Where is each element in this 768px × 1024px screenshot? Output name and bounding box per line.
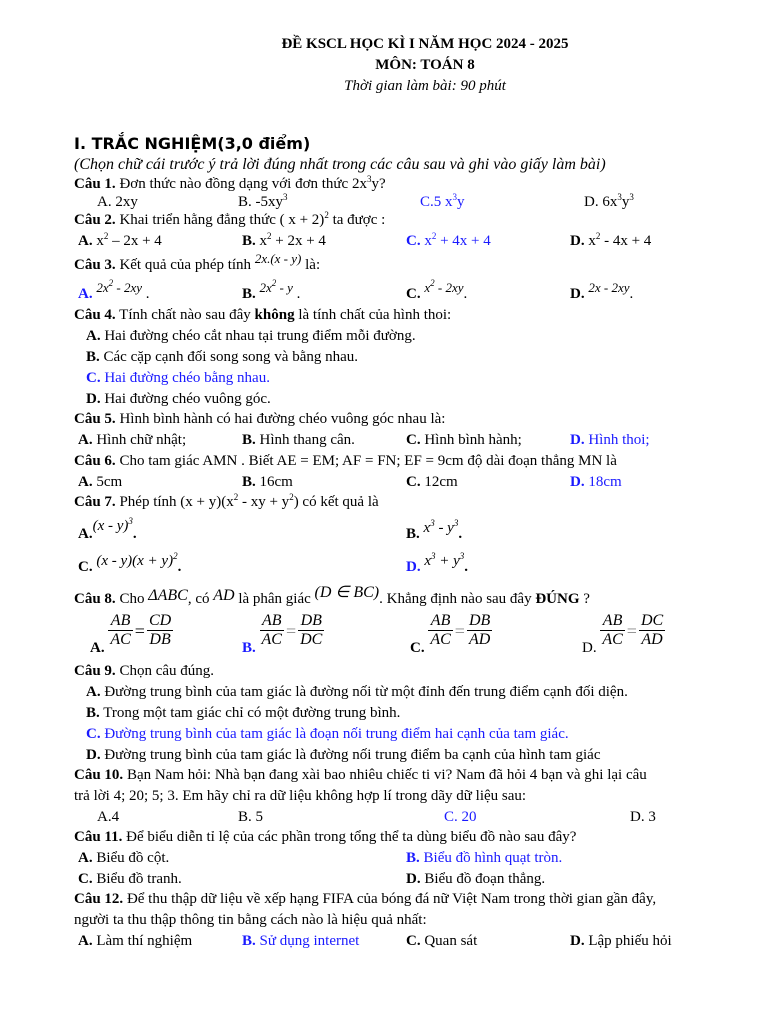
- question-label: Câu 1.: [74, 176, 116, 192]
- fraction: [639, 612, 665, 649]
- q9-option-d[interactable]: [86, 746, 601, 764]
- option-letter: A.: [78, 233, 93, 249]
- q11-option-b[interactable]: [406, 849, 562, 867]
- fraction: [147, 612, 173, 649]
- option-text: Hai đường chéo cắt nhau tại trung điểm mỗi đường.: [104, 328, 416, 344]
- question-9: [74, 662, 214, 680]
- option-letter: C.: [78, 871, 93, 887]
- option-letter: A.: [90, 639, 105, 656]
- segment-ad: AD: [213, 587, 235, 604]
- q6-option-d[interactable]: [570, 473, 622, 491]
- option-text: Biểu đồ đoạn thẳng.: [424, 871, 546, 887]
- q6-option-a[interactable]: [78, 473, 122, 491]
- option-text: Trong một tam giác chỉ có một đường trung bình.: [103, 705, 401, 721]
- question-text-3: là phân giác: [238, 591, 311, 607]
- question-text: Phép tính (x + y)(x: [119, 494, 234, 510]
- numerator: AB: [108, 612, 132, 631]
- q2-option-b[interactable]: B. $x^2 + 2x + 4$: [242, 231, 326, 249]
- question-11: [74, 828, 576, 846]
- question-emphasis: ĐÚNG: [535, 591, 580, 607]
- q3-option-d[interactable]: D. 2x - 2xy.: [570, 280, 634, 302]
- option-text: Hình thoi;: [588, 432, 650, 448]
- q3-option-c[interactable]: C. $x^2 - 2xy$.: [406, 278, 468, 302]
- q10-option-d[interactable]: D. 3: [630, 809, 656, 825]
- option-letter: A.: [78, 474, 93, 490]
- option-text: Quan sát: [424, 933, 478, 949]
- subject-title: MÔN: TOÁN 8: [375, 57, 475, 73]
- question-10-line2: trả lời 4; 20; 5; 3. Em hãy chỉ ra dữ liệu không hợp lí trong dãy dữ liệu sau:: [74, 788, 527, 804]
- q1-option-c[interactable]: C.5 $x^3y$: [420, 192, 465, 210]
- option-text: Đường trung bình của tam giác là đường nối trung điểm ba cạnh của hình tam giác: [104, 747, 601, 763]
- question-text-end: là:: [305, 257, 321, 273]
- option-text: Các cặp cạnh đối song song và bằng nhau.: [103, 349, 359, 365]
- option-letter: D.: [570, 432, 585, 448]
- q3-expression: 2x.(x - y): [254, 251, 302, 266]
- option-text: B. -5xy: [238, 194, 283, 210]
- option-letter: C.: [406, 933, 421, 949]
- q7-option-d[interactable]: D. $x^3 + y^3$.: [406, 551, 469, 575]
- option-letter: A.: [78, 933, 93, 949]
- q9-option-b[interactable]: [86, 704, 400, 722]
- question-6: [74, 452, 617, 470]
- option-text-end: + 2x + 4: [271, 233, 326, 249]
- q5-option-a[interactable]: [78, 431, 186, 449]
- question-2: Câu 2. Khai triển hằng đẳng thức ( x + 2)$^2$ ta được :: [74, 210, 386, 228]
- question-text: Để thu thập dữ liệu về xếp hạng FIFA của bóng đá nữ Việt Nam trong thời gian gần đây,: [126, 891, 657, 907]
- option-letter: D.: [570, 233, 585, 249]
- q6-option-b[interactable]: [242, 473, 293, 491]
- q7-option-a[interactable]: A.(x - y)$^3$.: [78, 516, 137, 542]
- denominator: DC: [300, 631, 323, 648]
- q7-option-c[interactable]: C. $(x - y)(x + y)^2$.: [78, 551, 182, 575]
- option-text: Hình bình hành;: [424, 432, 522, 448]
- option-text: C.5 x: [420, 194, 453, 210]
- option-letter: B.: [242, 432, 256, 448]
- option-text: Hai đường chéo bằng nhau.: [104, 370, 270, 386]
- option-letter: B.: [406, 850, 420, 866]
- fraction: [428, 612, 452, 649]
- question-text: Bạn Nam hỏi: Nhà bạn đang xài bao nhiêu chiếc ti vi? Nam đã hỏi 4 bạn và ghi lại câu: [126, 767, 647, 783]
- option-text: x: [588, 233, 596, 249]
- q3-option-b[interactable]: B. $2x^2$ - y .: [242, 278, 301, 302]
- option-letter: B.: [242, 474, 256, 490]
- denominator: AC: [110, 631, 131, 648]
- q8-option-d[interactable]: D. $\frac{AB}{AC}$ = $\frac{DC}{AD}$: [582, 612, 664, 656]
- option-letter: B.: [86, 705, 100, 721]
- denominator: AD: [468, 631, 491, 648]
- q8-option-a[interactable]: A. $\frac{AB}{AC}$ = $\frac{CD}{DB}$: [90, 612, 172, 656]
- q5-option-b[interactable]: [242, 431, 355, 449]
- question-label: Câu 5.: [74, 411, 116, 427]
- q3-option-a[interactable]: A. $2x^2 - 2xy$ .: [78, 278, 150, 302]
- option-text: x: [96, 233, 104, 249]
- question-7: Câu 7. Phép tính $(x + y)(x^2$ - xy + $y^2$) có kết quả là: [74, 492, 379, 510]
- q4-option-a[interactable]: [86, 327, 416, 345]
- option-letter: C.: [86, 726, 101, 742]
- denominator: DB: [149, 631, 171, 648]
- question-text: Chọn câu đúng.: [119, 663, 215, 679]
- question-5: [74, 410, 445, 428]
- numerator: AB: [600, 612, 624, 631]
- question-label: Câu 7.: [74, 494, 116, 510]
- option-text: 5cm: [96, 474, 123, 490]
- numerator: DB: [468, 612, 491, 629]
- fraction: [260, 612, 284, 649]
- option-letter: C.: [410, 639, 425, 656]
- question-text: Hình bình hành có hai đường chéo vuông góc nhau là:: [119, 411, 446, 427]
- question-text-4: . Khẳng định nào sau đây: [379, 591, 536, 607]
- option-letter: A.: [78, 526, 93, 542]
- denominator: AD: [641, 631, 663, 648]
- option-text: Lập phiếu hỏi: [588, 933, 672, 949]
- numerator: CD: [148, 612, 172, 629]
- q4-option-d[interactable]: [86, 390, 271, 408]
- question-emphasis: không: [254, 307, 295, 323]
- question-text: Cho: [119, 591, 145, 607]
- question-text: Đơn thức nào đồng dạng với đơn thức 2x: [119, 176, 367, 192]
- question-3: [74, 251, 321, 274]
- option-text: 18cm: [588, 474, 622, 490]
- question-text: Cho tam giác AMN . Biết AE = EM; AF = FN; EF = 9cm độ dài đoạn thẳng MN là: [119, 453, 617, 469]
- option-letter: A.: [78, 432, 93, 448]
- q12-option-c[interactable]: [406, 932, 477, 950]
- option-letter: C.: [86, 370, 101, 386]
- question-text-end: là tính chất của hình thoi:: [294, 307, 452, 323]
- option-letter: B.: [242, 286, 256, 302]
- question-label: Câu 4.: [74, 307, 116, 323]
- option-text-end: – 2x + 4: [108, 233, 162, 249]
- option-letter: D.: [570, 474, 585, 490]
- option-text: Sử dụng internet: [259, 933, 360, 949]
- q8-option-c[interactable]: C. $\frac{AB}{AC}$ = $\frac{DB}{AD}$: [410, 612, 491, 656]
- question-label: Câu 6.: [74, 453, 116, 469]
- question-text-2: , có: [187, 591, 210, 607]
- question-text: Tính chất nào sau đây: [119, 307, 255, 323]
- option-text: Làm thí nghiệm: [96, 933, 193, 949]
- option-letter: A.: [86, 684, 101, 700]
- option-text-mid: y: [621, 194, 630, 210]
- option-text: x: [424, 233, 432, 249]
- question-label: Câu 12.: [74, 891, 124, 907]
- q1-option-d[interactable]: D. $6x^3y^3$: [584, 192, 634, 210]
- option-text: Hai đường chéo vuông góc.: [104, 391, 271, 407]
- option-letter: C.: [406, 432, 421, 448]
- option-letter: B.: [406, 526, 420, 542]
- q1-option-b[interactable]: B. $-5xy^3$: [238, 192, 288, 210]
- option-letter: C.: [406, 233, 421, 249]
- option-letter: B.: [242, 639, 256, 656]
- q1-option-a[interactable]: A. 2xy: [97, 194, 138, 210]
- fraction: [467, 612, 492, 649]
- denominator: AC: [602, 631, 623, 648]
- option-letter: C.: [406, 474, 421, 490]
- option-text: Hình chữ nhật;: [96, 432, 187, 448]
- question-label: Câu 3.: [74, 257, 116, 273]
- question-8: [74, 584, 590, 608]
- option-letter: D.: [406, 559, 421, 575]
- option-text-end: y: [457, 194, 465, 210]
- option-text-end: + 4x + 4: [436, 233, 491, 249]
- question-label: Câu 9.: [74, 663, 116, 679]
- q12-option-d[interactable]: [570, 932, 672, 950]
- q10-option-c[interactable]: C. 20: [444, 809, 477, 825]
- option-letter: A.: [86, 328, 101, 344]
- q9-option-a[interactable]: [86, 683, 628, 701]
- q7-option-b[interactable]: B. $x^3 - y^3$.: [406, 518, 463, 542]
- section-title: I. TRẮC NGHIỆM(3,0 điểm): [74, 134, 311, 153]
- question-label: Câu 11.: [74, 829, 123, 845]
- option-letter: D.: [570, 933, 585, 949]
- question-text-mid: - xy + y: [238, 494, 290, 510]
- option-text: D. 6x: [584, 194, 618, 210]
- question-12-line2: người ta thu thập thông tin bằng cách nào là hiệu quả nhất:: [74, 912, 427, 928]
- q10-option-a[interactable]: A.4: [97, 809, 120, 825]
- option-letter: A.: [78, 850, 93, 866]
- exam-title: ĐỀ KSCL HỌC KÌ I NĂM HỌC 2024 - 2025: [281, 36, 569, 52]
- option-text: Hình thang cân.: [259, 432, 355, 448]
- question-1: Câu 1. Đơn thức nào đồng dạng với đơn thức $2x^3y$?: [74, 174, 386, 192]
- denominator: AC: [261, 631, 282, 648]
- denominator: AC: [430, 631, 451, 648]
- option-text-end: - 4x + 4: [600, 233, 652, 249]
- option-letter: C.: [78, 559, 93, 575]
- q4-option-b[interactable]: [86, 348, 358, 366]
- fraction: [108, 612, 132, 649]
- numerator: DB: [298, 612, 324, 631]
- q5-option-d[interactable]: [570, 431, 650, 449]
- question-text-end: ) có kết quả là: [293, 494, 379, 510]
- option-text: Biểu đồ hình quạt tròn.: [423, 850, 563, 866]
- q11-option-a[interactable]: [78, 849, 169, 867]
- q6-option-c[interactable]: [406, 473, 458, 491]
- question-text-end: ta được :: [328, 212, 386, 228]
- option-text: Đường trung bình của tam giác là đường nối từ một đỉnh đến trung điểm cạnh đối diện.: [104, 684, 628, 700]
- q2-option-c[interactable]: C. $x^2 + 4x + 4$: [406, 231, 491, 249]
- numerator: AB: [428, 612, 452, 631]
- option-letter: D.: [86, 747, 101, 763]
- q11-option-d[interactable]: [406, 870, 545, 888]
- time-limit: Thời gian làm bài: 90 phút: [344, 78, 506, 94]
- q12-option-a[interactable]: [78, 932, 192, 950]
- option-letter: B.: [86, 349, 100, 365]
- fraction: [298, 612, 324, 649]
- option-letter: D.: [406, 871, 421, 887]
- question-text-5: ?: [579, 591, 590, 607]
- q2-option-a[interactable]: A. $x^2 - 2x + 4$: [78, 231, 162, 249]
- q5-option-c[interactable]: [406, 431, 522, 449]
- question-10: [74, 766, 647, 784]
- option-text: 12cm: [424, 474, 458, 490]
- option-text: 16cm: [259, 474, 293, 490]
- q11-option-c[interactable]: [78, 870, 182, 888]
- q9-option-c[interactable]: [86, 725, 569, 743]
- option-text: Đường trung bình của tam giác là đoạn nối trung điểm hai cạnh của tam giác.: [104, 726, 569, 742]
- option-letter: B.: [242, 933, 256, 949]
- question-text-end: y?: [371, 176, 386, 192]
- q12-option-b[interactable]: [242, 932, 359, 950]
- question-label: Câu 8.: [74, 591, 116, 607]
- option-letter: C.: [406, 286, 421, 302]
- option-text: Biểu đồ tranh.: [96, 871, 182, 887]
- option-letter: B.: [242, 233, 256, 249]
- numerator: DC: [640, 612, 664, 629]
- numerator: AB: [260, 612, 284, 631]
- option-letter: D.: [570, 286, 585, 302]
- question-4: [74, 306, 451, 324]
- q10-option-b[interactable]: B. 5: [238, 809, 264, 825]
- question-text: Kết quả của phép tính: [119, 257, 252, 273]
- option-text: Biểu đồ cột.: [96, 850, 170, 866]
- section-instruction: (Chọn chữ cái trước ý trả lời đúng nhất trong các câu sau và ghi vào giấy làm bài): [74, 156, 606, 173]
- option-letter: D.: [582, 639, 597, 656]
- q2-option-d[interactable]: D. $x^2 - 4x + 4$: [570, 231, 652, 249]
- q8-option-b[interactable]: B. $\frac{AB}{AC}$ = $\frac{DB}{DC}$: [242, 612, 323, 656]
- triangle-symbol: ΔABC: [148, 587, 188, 604]
- question-12: [74, 890, 656, 908]
- question-label: Câu 10.: [74, 767, 124, 783]
- option-letter: D.: [86, 391, 101, 407]
- option-letter: A.: [78, 286, 93, 302]
- fraction: [600, 612, 624, 649]
- question-label: Câu 2.: [74, 212, 116, 228]
- question-text: Khai triển hằng đẳng thức ( x + 2): [119, 212, 325, 228]
- option-text: x: [259, 233, 268, 249]
- condition: (D ∈ BC): [314, 584, 380, 601]
- q4-option-c[interactable]: [86, 369, 270, 387]
- question-text: Để biểu diễn tỉ lệ của các phần trong tổng thể ta dùng biểu đồ nào sau đây?: [126, 829, 577, 845]
